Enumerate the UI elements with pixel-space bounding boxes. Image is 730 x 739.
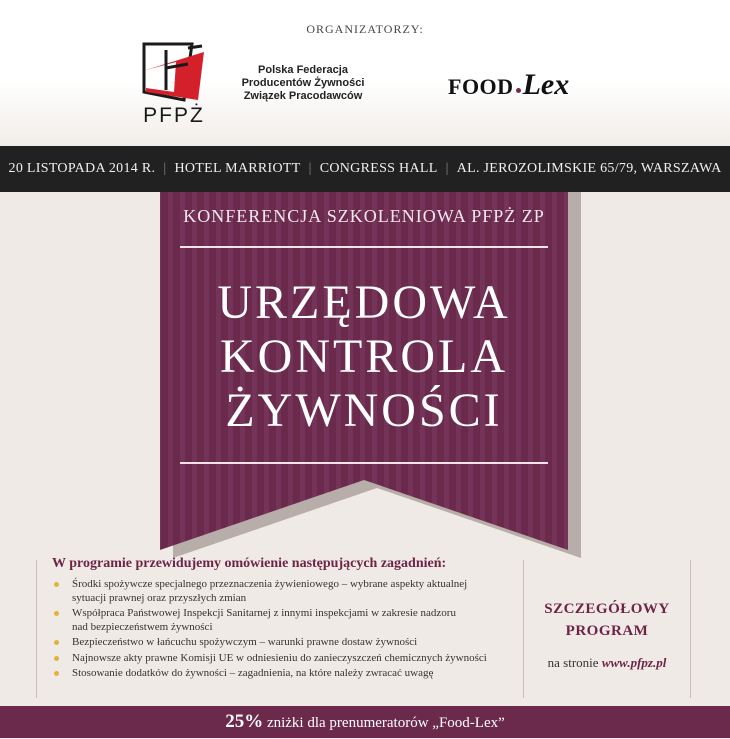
list-item: Współpraca Państwowej Inspekcji Sanitarnej z innymi inspekcjami w zakresie nadzoru nad bezpieczeństwem żywności xyxy=(52,607,522,634)
separator: | xyxy=(445,161,449,176)
foodlex-logo-part1: FOOD xyxy=(448,74,514,99)
pfpz-logo-text: PFPŻ xyxy=(143,104,205,127)
title-line-1: URZĘDOWA xyxy=(217,276,511,329)
separator: | xyxy=(308,161,312,176)
divider-top xyxy=(180,246,548,248)
divider-right xyxy=(690,560,691,698)
list-item: Środki spożywcze specjalnego przeznaczenia żywieniowego – wybrane aspekty aktualnej sytuacji prawnej oraz przyszłych zmian xyxy=(52,578,522,605)
detailed-program-line-1: SZCZEGÓŁOWY xyxy=(544,601,670,617)
foodlex-dot-icon xyxy=(516,88,521,93)
title-line-3: ŻYWNOŚCI xyxy=(225,384,503,437)
federation-line-1: Polska Federacja xyxy=(258,64,348,76)
bullet-icon xyxy=(54,656,59,661)
program-section xyxy=(40,556,520,702)
list-item: Stosowanie dodatków do żywności – zagadnienia, na które należy zwracać uwagę xyxy=(52,667,522,681)
foodlex-logo-part2: Lex xyxy=(522,68,570,101)
event-date: 20 LISTOPADA 2014 R. xyxy=(8,161,156,176)
detailed-program-title xyxy=(530,598,684,642)
divider-left xyxy=(36,560,37,698)
bullet-icon xyxy=(54,582,59,587)
website-info xyxy=(530,655,684,671)
event-address: AL. JEROZOLIMSKIE 65/79, WARSZAWA xyxy=(456,161,722,176)
organizers-label: ORGANIZATORZY: xyxy=(306,22,424,36)
website-prefix: na stronie xyxy=(547,655,599,670)
title-line-2: KONTROLA xyxy=(220,330,508,383)
website-link[interactable]: www.pfpz.pl xyxy=(601,655,667,670)
divider-bottom xyxy=(180,462,548,464)
bullet-icon xyxy=(54,640,59,645)
discount-text: zniżki dla prenumeratorów „Food-Lex” xyxy=(263,715,505,731)
event-info-bar xyxy=(0,146,730,192)
event-hotel: HOTEL MARRIOTT xyxy=(174,161,301,176)
bullet-icon xyxy=(54,611,59,616)
discount-percent: 25% xyxy=(225,711,264,732)
list-item: Bezpieczeństwo w łańcuchu spożywczym – warunki prawne dostaw żywności xyxy=(52,636,522,650)
detailed-program-line-2: PROGRAM xyxy=(565,623,649,639)
separator: | xyxy=(163,161,167,176)
conference-title xyxy=(150,276,578,438)
event-hall: CONGRESS HALL xyxy=(319,161,438,176)
program-heading: W programie przewidujemy omówienie następujących zagadnień: xyxy=(52,556,447,571)
federation-line-3: Związek Pracodawców xyxy=(243,90,363,102)
foodlex-logo xyxy=(448,68,569,102)
header xyxy=(0,0,730,146)
list-item: Najnowsze akty prawne Komisji UE w odniesieniu do zanieczyszczeń chemicznych żywności xyxy=(52,652,522,666)
bullet-icon xyxy=(54,671,59,676)
program-list xyxy=(52,578,522,683)
federation-line-2: Producentów Żywności xyxy=(241,77,365,89)
discount-footer xyxy=(0,706,730,738)
federation-name xyxy=(222,64,384,103)
conference-label: KONFERENCJA SZKOLENIOWA PFPŻ ZP xyxy=(183,206,545,226)
divider-middle xyxy=(523,560,524,698)
